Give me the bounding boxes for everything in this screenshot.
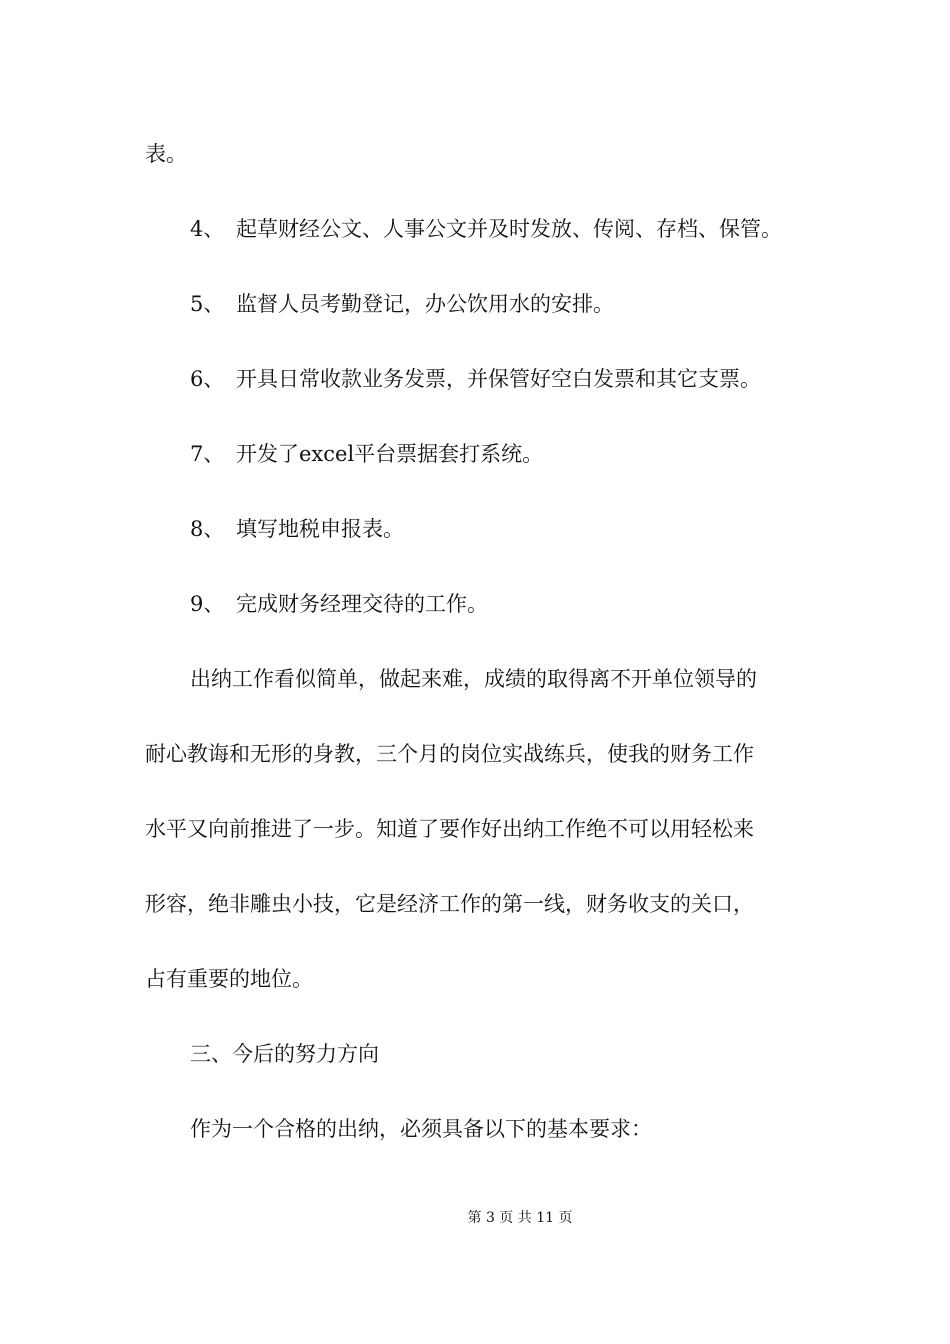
list-text: 开具日常收款业务发票，并保管好空白发票和其它支票。 bbox=[236, 367, 761, 391]
list-item bbox=[190, 365, 761, 393]
list-text: 起草财经公文、人事公文并及时发放、传阅、存档、保管。 bbox=[236, 217, 782, 241]
paragraph-line: 水平又向前推进了一步。知道了要作好出纳工作绝不可以用轻松来 bbox=[145, 817, 754, 841]
list-item bbox=[190, 440, 543, 468]
paragraph-line: 占有重要的地位。 bbox=[145, 967, 313, 991]
page-number-label: 第 3 页 共 11 页 bbox=[467, 1210, 573, 1226]
text-line bbox=[145, 140, 187, 168]
list-item bbox=[190, 515, 404, 543]
list-number: 8、 bbox=[190, 517, 225, 541]
paragraph-line: 出纳工作看似简单，做起来难，成绩的取得离不开单位领导的 bbox=[190, 667, 757, 691]
list-item bbox=[190, 215, 782, 243]
list-item bbox=[190, 590, 488, 618]
list-text: 监督人员考勤登记，办公饮用水的安排。 bbox=[236, 292, 614, 316]
line-text: 表。 bbox=[145, 142, 187, 166]
list-text: 开发了excel平台票据套打系统。 bbox=[236, 442, 544, 466]
page-footer bbox=[0, 1208, 950, 1228]
section-heading: 三、今后的努力方向 bbox=[190, 1042, 379, 1066]
list-number: 4、 bbox=[190, 217, 225, 241]
list-text: 完成财务经理交待的工作。 bbox=[236, 592, 488, 616]
closing-line: 作为一个合格的出纳，必须具备以下的基本要求： bbox=[190, 1117, 652, 1141]
paragraph-line: 形容，绝非雕虫小技，它是经济工作的第一线，财务收支的关口， bbox=[145, 892, 754, 916]
list-number: 9、 bbox=[190, 592, 225, 616]
list-text: 填写地税申报表。 bbox=[236, 517, 404, 541]
list-item bbox=[190, 290, 614, 318]
list-number: 7、 bbox=[190, 442, 225, 466]
list-number: 6、 bbox=[190, 367, 225, 391]
paragraph-line: 耐心教诲和无形的身教，三个月的岗位实战练兵，使我的财务工作 bbox=[145, 742, 754, 766]
list-number: 5、 bbox=[190, 292, 225, 316]
